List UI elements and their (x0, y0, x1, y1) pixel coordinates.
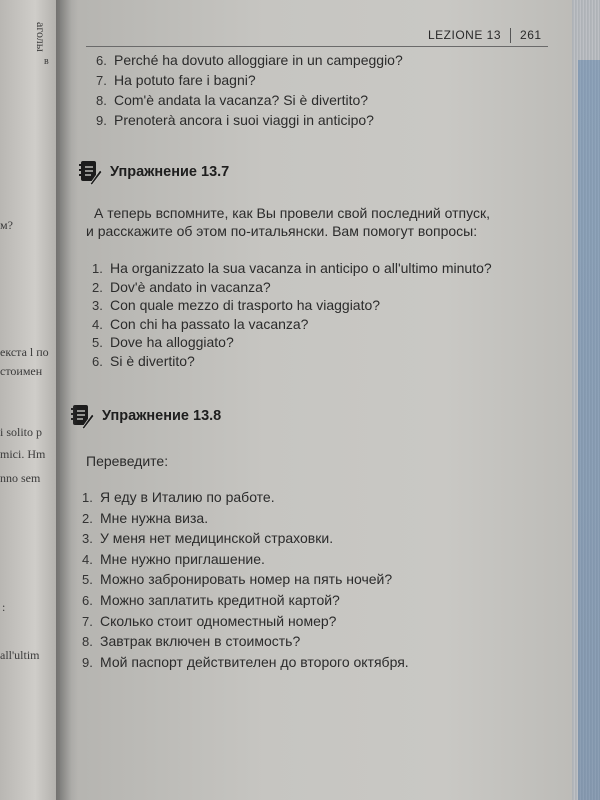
list-item: 7. Ha potuto fare i bagni? (96, 72, 256, 88)
header-rule (86, 46, 548, 47)
running-head (428, 28, 542, 43)
list-item: 3. У меня нет медицинской страховки. (82, 530, 334, 547)
list-item: 4. Мне нужно приглашение. (82, 550, 265, 567)
list-item: 9. Мой паспорт действителен до второго октября. (82, 653, 409, 670)
list-item: 2. Мне нужна виза. (82, 509, 209, 526)
question-list-continued (96, 52, 403, 132)
facing-page-fragment: all'ultim (0, 648, 40, 662)
list-item: 7. Сколько стоит одноместный номер? (82, 612, 337, 629)
list-item: 5. Можно забронировать номер на пять ночей? (82, 571, 393, 588)
exercise-13-7-heading (78, 158, 229, 186)
page-number: 261 (520, 28, 542, 42)
exercise-13-7-instruction: А теперь вспомните, как Вы провели свой последний отпуск, и расскажите об этом по-итальянски. Вам помогут вопросы: (86, 205, 490, 239)
exercise-13-8-instruction: Переведите: (86, 453, 169, 469)
facing-page-fragment: mici. Hm (0, 447, 46, 461)
list-item: 2. Dov'è andato in vacanza? (92, 278, 271, 295)
list-item: 5. Dove ha alloggiato? (92, 334, 234, 351)
facing-page-fragment: nno sem (0, 471, 41, 485)
list-item: 8. Com'è andata la vacanza? Si è divertito? (96, 92, 369, 108)
facing-page-fragment: екста l по (0, 345, 49, 359)
exercise-13-7-questions (92, 260, 492, 372)
facing-page-fragment: м? (0, 218, 13, 232)
exercise-13-8-heading (70, 402, 221, 430)
header-divider (510, 28, 511, 43)
lesson-label: LEZIONE 13 (428, 28, 502, 42)
facing-page-fragment: в (44, 56, 49, 67)
list-item: 6. Можно заплатить кредитной картой? (82, 591, 340, 608)
facing-page-fragment: i solito p (0, 425, 43, 439)
book-gutter-shadow (56, 0, 78, 800)
list-item: 6. Perché ha dovuto alloggiare in un campeggio? (96, 52, 403, 68)
exercise-title: Упражнение 13.8 (102, 408, 222, 424)
list-item: 1. Я еду в Италию по работе. (82, 489, 275, 505)
list-item: 9. Prenoterà ancora i suoi viaggi in anticipo? (96, 112, 374, 128)
book-page (60, 0, 572, 800)
exercise-13-8-sentences (82, 489, 409, 674)
list-item: 3. Con quale mezzo di trasporto ha viaggiato? (92, 297, 381, 314)
list-item: 8. Завтрак включен в стоимость? (82, 633, 301, 650)
page-stack-edge (570, 0, 600, 800)
facing-page-fragment: : (2, 600, 6, 614)
list-item: 1. Ha organizzato la sua vacanza in anticipo o all'ultimo minuto? (92, 260, 492, 276)
list-item: 4. Con chi ha passato la vacanza? (92, 315, 309, 332)
facing-page-fragment: стоимен (0, 364, 43, 378)
notebook-pencil-icon (78, 158, 102, 186)
list-item: 6. Si è divertito? (92, 352, 195, 369)
facing-page-fragment: аголы (34, 22, 48, 52)
facing-page-edge (0, 0, 64, 800)
exercise-title: Упражнение 13.7 (110, 164, 230, 180)
